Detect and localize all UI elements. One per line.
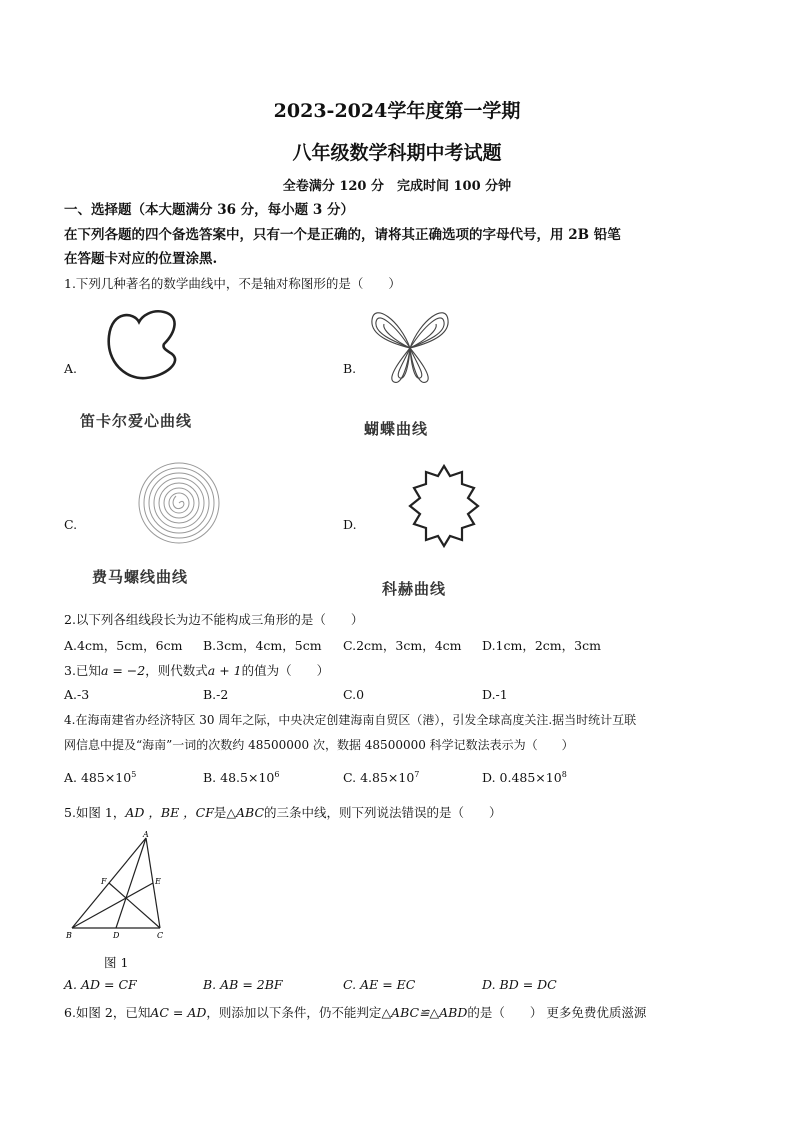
q5-stem-suffix: 的三条中线，则下列说法错误的是（ ） (264, 805, 502, 820)
q3-option-d: D.-1 (482, 687, 508, 702)
q2-option-b: B.3cm，4cm，5cm (203, 638, 322, 653)
label-c: C (157, 931, 164, 940)
q3-option-c: C.0 (343, 687, 365, 702)
q6-stem-mid: ，则添加以下条件，仍不能判定 (206, 1005, 382, 1020)
question-3-stem (64, 661, 329, 679)
q3-math-given: a = −2 (100, 663, 146, 678)
q6-math-given: AC = AD (150, 1005, 207, 1020)
question-2-stem: 2.以下列各组线段长为边不能构成三角形的是（ ） (64, 612, 364, 627)
q4-option-a (64, 770, 136, 785)
exam-title-year: 2023-2024学年度第一学期 (273, 100, 521, 122)
koch-snowflake-image (396, 458, 492, 554)
exam-subtitle: 全卷满分 120 分 完成时间 100 分钟 (282, 179, 512, 194)
watermark-text: 更多免费优质滋源 (546, 1005, 647, 1020)
q1-option-d-letter: D. (343, 517, 357, 532)
label-b: B (66, 931, 72, 940)
q3-math-expr: a + 1 (207, 663, 242, 678)
q1-option-b-letter: B. (343, 361, 357, 376)
butterfly-curve-image (364, 300, 456, 386)
q5-option-a: A. AD = CF (64, 977, 137, 992)
q1-option-a-caption: 笛卡尔爱心曲线 (80, 412, 193, 430)
question-5-stem (64, 803, 502, 821)
exam-title-subject: 八年级数学科期中考试题 (292, 142, 502, 164)
q4-option-b-exp: 6 (274, 770, 280, 779)
section-instruction-line1: 在下列各题的四个备选答案中，只有一个是正确的，请将其正确选项的字母代号，用 2B 铅笔 (64, 227, 621, 243)
q4-option-c (343, 770, 419, 785)
q4-option-d-base: D. 0.485×10 (482, 770, 562, 786)
q2-option-a: A.4cm，5cm，6cm (64, 638, 183, 653)
label-e: E (155, 877, 161, 886)
question-6-stem (64, 1003, 646, 1021)
label-d: D (113, 931, 120, 940)
q5-stem-mid: 是 (213, 805, 227, 820)
label-f: F (101, 877, 107, 886)
q4-option-c-exp: 7 (414, 770, 420, 779)
section-instruction-line2: 在答题卡对应的位置涂黑. (64, 251, 218, 267)
q4-option-d (482, 770, 567, 785)
q2-option-c: C.2cm，3cm，4cm (343, 638, 462, 653)
question-1-stem: 1.下列几种著名的数学曲线中，不是轴对称图形的是（ ） (64, 276, 401, 291)
question-4-stem-line2: 网信息中提及“海南”一词的次数约 48500000 次，数据 48500000 科学记数法表示为（ ） (64, 738, 574, 752)
q5-option-b: B. AB = 2BF (203, 977, 283, 992)
q1-option-c-letter: C. (64, 517, 78, 532)
q4-option-b (203, 770, 279, 785)
question-4-stem-line1: 4.在海南建省办经济特区 30 周年之际，中央决定创建海南自贸区（港），引发全球高度关注.据当时统计互联 (64, 713, 637, 727)
q4-option-a-base: A. 485×10 (64, 770, 132, 786)
q6-math-congruence: △ABC≌△ABD (381, 1005, 468, 1020)
q3-option-b: B.-2 (203, 687, 229, 702)
q3-stem-prefix: 3.已知 (64, 663, 101, 678)
q4-option-a-exp: 5 (131, 770, 137, 779)
q2-option-d: D.1cm，2cm，3cm (482, 638, 601, 653)
q3-stem-suffix: 的值为（ ） (241, 663, 330, 678)
q6-stem-suffix: 的是（ ） (467, 1005, 543, 1020)
q1-option-c-caption: 费马螺线曲线 (92, 568, 189, 586)
q5-option-d: D. BD = DC (482, 977, 557, 992)
q1-option-b-caption: 蝴蝶曲线 (364, 420, 429, 438)
q3-option-a: A.-3 (64, 687, 90, 702)
q5-option-c: C. AE = EC (343, 977, 416, 992)
q3-stem-mid: ，则代数式 (145, 663, 208, 678)
q5-math-medians: AD ，BE ，CF (125, 805, 214, 820)
q5-stem-prefix: 5.如图 1， (64, 805, 126, 820)
q5-math-triangle: △ABC (226, 805, 265, 820)
q1-option-d-caption: 科赫曲线 (382, 580, 447, 598)
cardioid-curve-image (104, 304, 184, 382)
triangle-medians-figure (64, 828, 174, 944)
figure-1-caption: 图 1 (104, 955, 129, 970)
label-a: A (143, 830, 149, 839)
q4-option-b-base: B. 48.5×10 (203, 770, 275, 786)
q4-option-d-exp: 8 (561, 770, 567, 779)
q6-stem-prefix: 6.如图 2，已知 (64, 1005, 151, 1020)
fermat-spiral-image (124, 458, 234, 548)
q4-option-c-base: C. 4.85×10 (343, 770, 415, 786)
section-heading: 一、选择题（本大题满分 36 分，每小题 3 分） (64, 202, 354, 218)
q1-option-a-letter: A. (64, 361, 78, 376)
